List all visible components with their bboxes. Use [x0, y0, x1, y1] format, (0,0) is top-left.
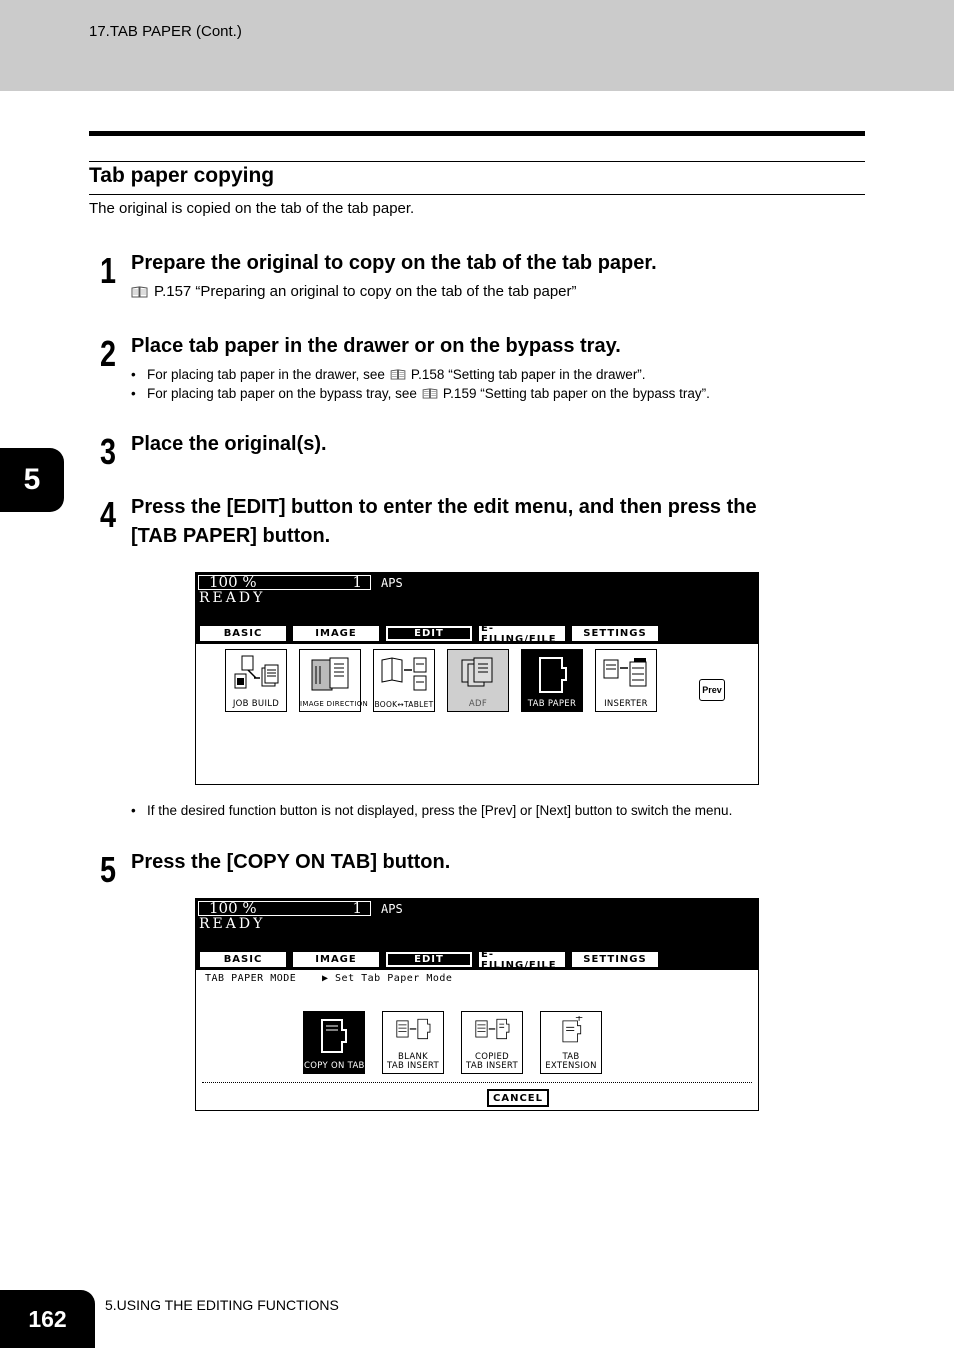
title-rule-top — [89, 161, 865, 162]
mode-title: TAB PAPER MODE — [205, 973, 297, 984]
copier-panel-edit-menu — [195, 572, 759, 785]
bullet-1-text-after: P.158 “Setting tab paper in the drawer”. — [410, 367, 646, 382]
step-1-reference — [131, 283, 577, 300]
bullet-2-text-before: For placing tab paper on the bypass tray, see — [147, 386, 417, 401]
tab-extension-label-line-1: TAB — [562, 1052, 580, 1062]
tab-extension-button[interactable] — [540, 1011, 602, 1074]
step-4-title-line-2: [TAB PAPER] button. — [131, 525, 331, 547]
tab-extension-icon — [547, 1016, 595, 1050]
tab-basic[interactable]: BASIC — [200, 952, 286, 967]
step-4-number: 4 — [100, 494, 117, 535]
step-4-title-line-1: Press the [EDIT] button to enter the edit menu, and then press the — [131, 496, 757, 518]
copied-tab-insert-label-line-1: COPIED — [475, 1052, 509, 1062]
page-number: 162 — [0, 1290, 95, 1348]
job-build-icon — [232, 654, 280, 696]
ready-status: READY — [199, 916, 266, 932]
step-1-reference-text: P.157 “Preparing an original to copy on the tab of the tab paper” — [154, 283, 577, 300]
panel-divider — [202, 1082, 752, 1083]
step-5-number: 5 — [100, 849, 117, 890]
top-rule — [89, 131, 865, 136]
job-build-label: JOB BUILD — [232, 699, 280, 709]
step-2-number: 2 — [100, 333, 117, 374]
adf-label: ADF — [468, 699, 488, 709]
book-tablet-button[interactable] — [373, 649, 435, 712]
tab-image[interactable]: IMAGE — [293, 952, 379, 967]
blank-tab-insert-icon — [389, 1016, 437, 1050]
step-4-note: • If the desired function button is not displayed, press the [Prev] or [Next] button to switch the menu. — [131, 803, 733, 818]
bullet-2-text-after: P.159 “Setting tab paper on the bypass tray”. — [442, 386, 710, 401]
prev-button[interactable]: Prev — [699, 679, 725, 701]
aps-indicator: APS — [381, 576, 403, 590]
step-3-title: Place the original(s). — [131, 433, 327, 455]
blank-tab-insert-button[interactable] — [382, 1011, 444, 1074]
zoom-count-box — [198, 575, 371, 590]
copier-panel-tab-paper-mode — [195, 898, 759, 1111]
zoom-percent: 100 % — [209, 899, 257, 917]
copied-tab-insert-label-line-2: TAB INSERT — [466, 1061, 518, 1071]
copy-count: 1 — [352, 899, 362, 917]
footer-chapter: 5.USING THE EDITING FUNCTIONS — [105, 1297, 339, 1313]
zoom-count-box — [198, 901, 371, 916]
inserter-label: INSERTER — [604, 699, 648, 709]
copied-tab-insert-icon — [468, 1016, 516, 1050]
tab-paper-button[interactable] — [521, 649, 583, 712]
step-2-bullet-2: • For placing tab paper on the bypass tray, see P.159 “Setting tab paper on the bypass tray”. — [131, 386, 710, 401]
panel-status-area — [196, 573, 758, 644]
tab-edit[interactable]: EDIT — [386, 626, 472, 641]
adf-icon — [454, 654, 502, 696]
tab-efiling-file[interactable]: E-FILING/FILE — [479, 626, 565, 641]
ready-status: READY — [199, 590, 266, 606]
cancel-button[interactable]: CANCEL — [487, 1089, 549, 1107]
tab-paper-label: TAB PAPER — [527, 699, 577, 709]
tab-edit[interactable]: EDIT — [386, 952, 472, 967]
step-5-title: Press the [COPY ON TAB] button. — [131, 851, 451, 873]
step-2-bullet-1: • For placing tab paper in the drawer, see P.158 “Setting tab paper in the drawer”. — [131, 367, 646, 382]
section-intro: The original is copied on the tab of the tab paper. — [89, 200, 415, 217]
step-2-title: Place tab paper in the drawer or on the bypass tray. — [131, 335, 621, 357]
step-1-title: Prepare the original to copy on the tab of the tab paper. — [131, 252, 657, 274]
mode-hint: ▶ Set Tab Paper Mode — [322, 973, 453, 984]
copy-on-tab-label: COPY ON TAB — [304, 1061, 365, 1071]
step-1-number: 1 — [100, 250, 117, 291]
adf-button[interactable] — [447, 649, 509, 712]
copy-on-tab-button[interactable] — [303, 1011, 365, 1074]
step-3-number: 3 — [100, 431, 117, 472]
chapter-tab: 5 — [0, 448, 64, 512]
tab-efiling-file[interactable]: E-FILING/FILE — [479, 952, 565, 967]
inserter-icon — [602, 654, 650, 696]
book-reference-icon — [131, 286, 148, 298]
book-reference-icon — [390, 369, 406, 380]
copy-on-tab-icon — [310, 1016, 358, 1058]
title-rule-bottom — [89, 194, 865, 195]
inserter-button[interactable] — [595, 649, 657, 712]
book-tablet-icon — [380, 654, 428, 696]
image-direction-label: IMAGE DIRECTION — [300, 700, 369, 708]
tab-image[interactable]: IMAGE — [293, 626, 379, 641]
copied-tab-insert-button[interactable] — [461, 1011, 523, 1074]
section-title: Tab paper copying — [89, 164, 275, 187]
copy-count: 1 — [352, 573, 362, 591]
job-build-button[interactable] — [225, 649, 287, 712]
book-tablet-label: BOOK↔TABLET — [374, 700, 434, 709]
tab-basic[interactable]: BASIC — [200, 626, 286, 641]
aps-indicator: APS — [381, 902, 403, 916]
image-direction-button[interactable] — [299, 649, 369, 712]
header-band — [0, 0, 954, 91]
tab-paper-icon — [528, 654, 576, 696]
blank-tab-insert-label-line-2: TAB INSERT — [387, 1061, 439, 1071]
image-direction-icon — [306, 654, 354, 696]
tab-settings[interactable]: SETTINGS — [572, 626, 658, 641]
header-title: 17.TAB PAPER (Cont.) — [89, 23, 242, 40]
panel-status-area — [196, 899, 758, 970]
blank-tab-insert-label-line-1: BLANK — [397, 1052, 428, 1062]
tab-settings[interactable]: SETTINGS — [572, 952, 658, 967]
step-4-note-text: If the desired function button is not displayed, press the [Prev] or [Next] button to switch the menu. — [147, 803, 733, 818]
bullet-1-text-before: For placing tab paper in the drawer, see — [147, 367, 385, 382]
book-reference-icon — [422, 388, 438, 399]
zoom-percent: 100 % — [209, 573, 257, 591]
tab-extension-label-line-2: EXTENSION — [545, 1061, 597, 1071]
